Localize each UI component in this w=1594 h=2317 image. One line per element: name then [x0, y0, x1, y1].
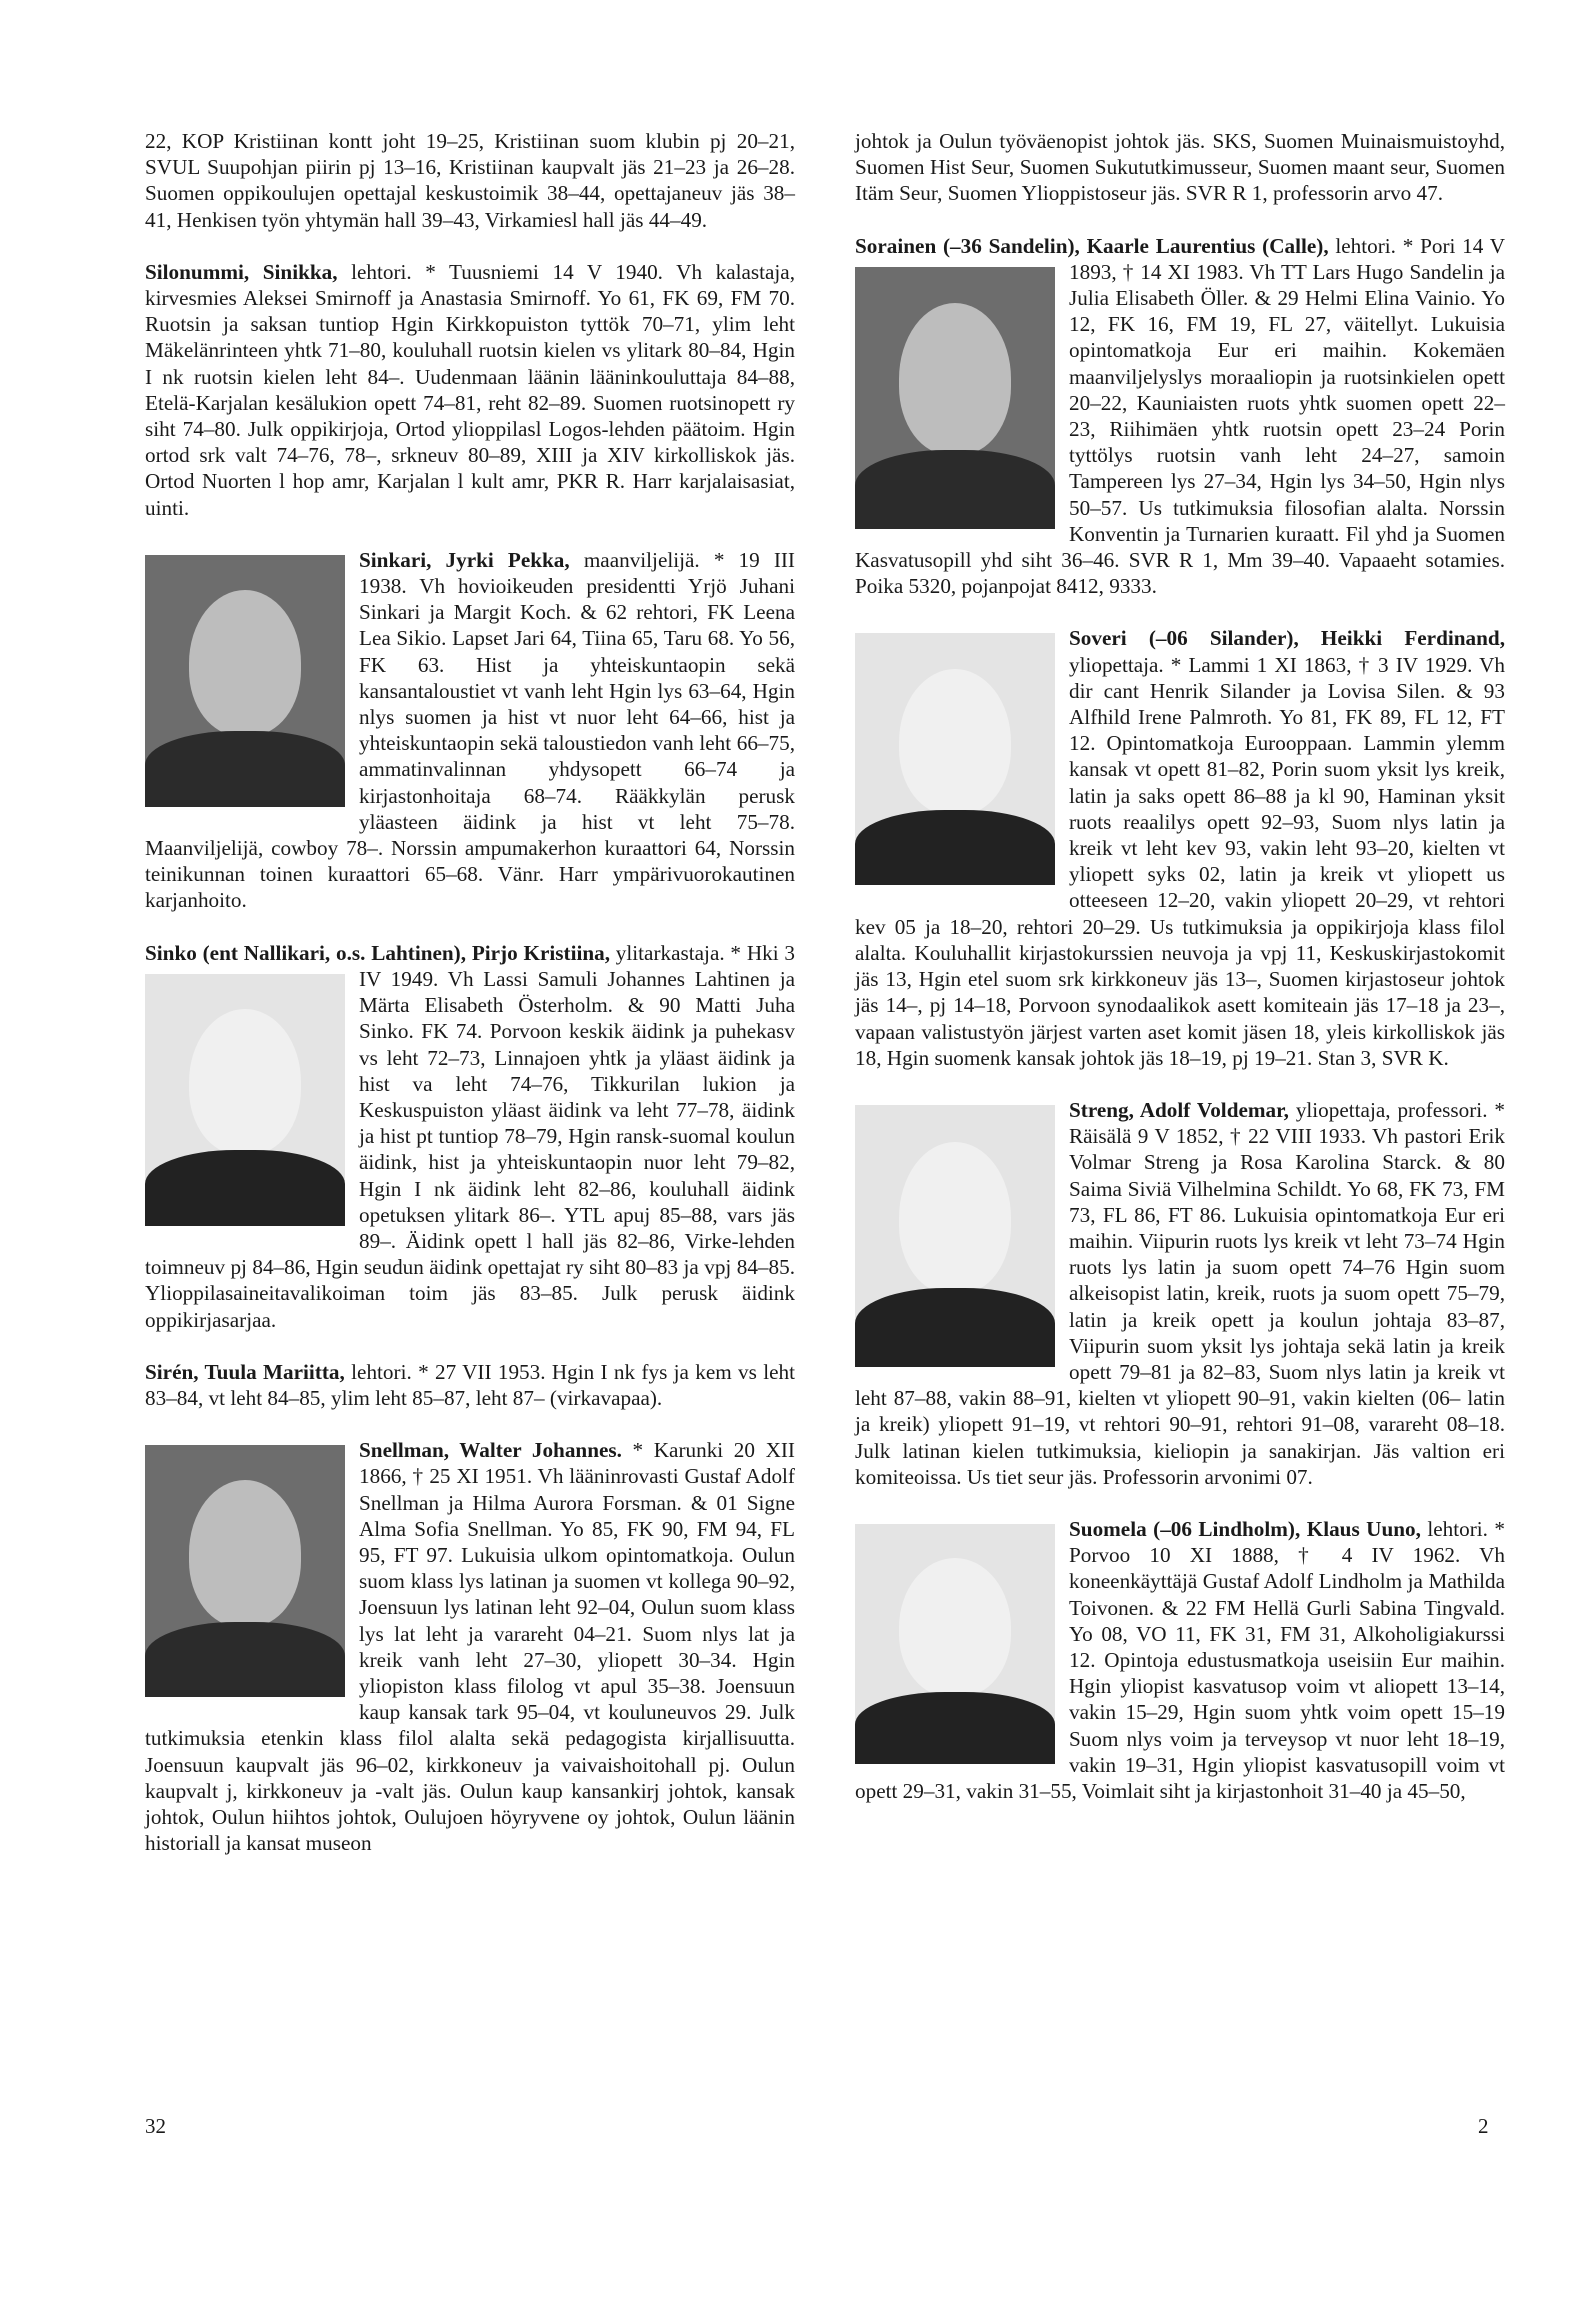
biography-entry	[855, 625, 1505, 1070]
portrait-photo	[855, 633, 1055, 885]
portrait-photo	[145, 555, 345, 807]
person-name: Soveri (–06 Silander), Heikki Ferdinand,	[1069, 626, 1505, 651]
biography-text: lehtori. * Porvoo 10 XI 1888, † 4 IV 1962. Vh koneenkäyttäjä Gustaf Adolf Lindholm ja Mathilda Toivonen. & 22 FM Hellä Gurli Sabina Tingvald. Yo 08, VO 11, FK 31, FM 31, Alkoholigiakurssi 12. Opintoja edustusmatkoja useisiin Eur maihin. Hgin yliopist kasvatusop voim vt aliopett 13–14, vakin 15–29, Hgin suom yhtk voim opett 15–19 Suom nlys voim ja terveysop vt nuor leht 18–19, vakin 19–31, Hgin yliopist kasvatusopill voim vt opett 29–31, vakin 31–55, Voimlait siht ja kirjastonhoit 31–40 ja 45–50,	[855, 1516, 1505, 1803]
biography-entry	[145, 940, 795, 1333]
biography-text: lehtori. * Tuusniemi 14 V 1940. Vh kalastaja, kirvesmies Aleksei Smirnoff ja Anastasia Smirnoff. Yo 61, FK 69, FM 70. Ruotsin ja saksan tuntiop Hgin Kirkkopuiston tyttök 70–71, ylim leht Mäkelänrinteen yhtk 71–80, kouluhall ruotsin kielen vs ylitark 80–84, Hgin I nk ruotsin kielen leht 84–. Uudenmaan läänin lääninkouluttaja 84–88, Etelä-Karjalan kesälukion opett 74–81, reht 82–89. Suomen ruotsinopett ry siht 74–80. Julk oppikirjoja, Ortod ylioppilasl Logos-lehden päätoim. Hgin ortod srk valt 74–76, 78–, srkneuv 80–89, XIII ja XIV kirkolliskok jäs. Ortod Nuorten l hop amr, Karjalan l kult amr, PKR R. Harr karjalaisasiat, uinti.	[145, 259, 796, 520]
biography-text: lehtori. * Pori 14 V 1893, † 14 XI 1983. Vh TT Lars Hugo Sandelin ja Julia Elisabeth Öller. & 29 Helmi Elina Vainio. Yo 12, FK 16, FM 19, FL 27, väitellyt. Lukuisia opintomatkoja Eur eri maihin. Kokemäen maanviljelyslys moraaliopin ja ruotsinkielen opett 20–22, Kauniaisten ruots yhtk suomen opett 22–23, Riihimäen yhtk ruotsin opett 23–24 Porin tyttölys ruotsin vanh leht 24–27, samoin Tampereen lys 27–34, Hgin lys 34–50, Hgin nlys 50–57. Us tutkimuksia filosofian alalta. Norssin Konventin ja Turnarien kuraatt. Fil yhd ja Suomen Kasvatusopill yhd siht 36–46. SVR R 1, Mm 39–40. Vapaaeht sotamies. Poika 5320, pojanpojat 8412, 9333.	[855, 233, 1506, 599]
biography-entry	[855, 1097, 1505, 1490]
right-column	[855, 128, 1505, 1830]
continuation-text: johtok ja Oulun työväenopist johtok jäs. SKS, Suomen Muinaismuistoyhd, Suomen Hist Seur, Suomen Sukututkimusseur, Suomen maant seur, Suomen Itäm Seur, Suomen Ylioppistoseur jäs. SVR R 1, professorin arvo 47.	[855, 129, 1505, 206]
person-name: Sirén, Tuula Mariitta,	[145, 1359, 345, 1384]
portrait-photo	[145, 974, 345, 1226]
portrait-photo	[855, 1105, 1055, 1367]
biography-entry	[855, 233, 1505, 600]
person-name: Sinkari, Jyrki Pekka,	[359, 547, 570, 572]
portrait-photo	[145, 1445, 345, 1697]
biography-text: maanviljelijä. * 19 III 1938. Vh hovioikeuden presidentti Yrjö Juhani Sinkari ja Margit Koch. & 62 rehtori, FK Leena Lea Sikio. Lapset Jari 64, Tiina 65, Taru 68. Yo 56, FK 63. Hist ja yhteiskuntaopin sekä kansantaloustiet vt vanh leht Hgin lys 63–64, Hgin nlys suomen ja hist vt nuor leht 64–66, hist ja yhteiskuntaopin sekä taloustiedon vanh leht 66–75, ammatinvalinnan yhdysopett 66–74 ja kirjastonhoitaja 68–74. Rääkkylän perusk yläasteen äidink ja hist vt leht 75–78. Maanviljelijä, cowboy 78–. Norssin ampumakerhon kuraattori 64, Norssin teinikunnan toinen kuraattori 65–68. Vänr. Harr ympärivuorokautinen karjanhoito.	[145, 547, 795, 913]
person-name: Suomela (–06 Lindholm), Klaus Uuno,	[1069, 1516, 1421, 1541]
person-name: Sinko (ent Nallikari, o.s. Lahtinen), Pirjo Kristiina,	[145, 940, 611, 965]
continuation-text: 22, KOP Kristiinan kontt joht 19–25, Kristiinan suom klubin pj 20–21, SVUL Suupohjan piirin pj 13–16, Kristiinan kaupvalt jäs 21–23 ja 26–28. Suomen oppikoulujen opettajal keskustoimik 38–44, opettajaneuv jäs 38–41, Henkisen työn yhtymän hall 39–43, Virkamiesl hall jäs 44–49.	[145, 129, 795, 232]
biography-text: yliopettaja. * Lammi 1 XI 1863, † 3 IV 1929. Vh dir cant Henrik Silander ja Lovisa Silen. & 93 Alfhild Irene Palmroth. Yo 81, FK 89, FL 12, FT 12. Opintomatkoja Eurooppaan. Lammin ylemm kansak vt opett 81–82, Porin suom yksit lys kreik, latin ja saks opett 86–88 ja kl 90, Haminan yksit ruots reaalilys opett 92–93, Suom nlys latin ja kreik vt leht kev 93, vakin leht 93–20, kielten vt yliopett syks 02, latin ja kreik vt yliopett us otteeseen 12–20, vakin yliopett 20–29, vt rehtori kev 05 ja 18–20, rehtori 20–29. Us tutkimuksia ja oppikirjoja klass filol alalta. Kouluhallit kirjastokurssien neuvoja ja vpj 11, Keskuskirjastokomit jäs 13, Hgin etel suom srk kirkkoneuv jäs 13–, Suomen kirjastoseur johtok jäs 14–, pj 14–18, Porvoon synodaalikok asett komiteain jäs 17–18 ja 23–, vapaan valistustyön järjest varten aset komit jäsen 18, yleis kirkolliskok jäs 18, Hgin suomenk kansak johtok jäs 18–19, pj 19–21. Stan 3, SVR K.	[855, 652, 1505, 1070]
biography-text: yliopettaja, professori. * Räisälä 9 V 1852, † 22 VIII 1933. Vh pastori Erik Volmar Streng ja Rosa Karolina Starck. & 80 Saima Siviä Vilhelmina Schildt. Yo 68, FK 73, FM 73, FL 86, FT 86. Lukuisia opintomatkoja Eur eri maihin. Viipurin ruots lys kreik vt leht 73–74 Hgin ruots lys latin ja suom opett 74–76 Hgin suom alkeisopist latin, kreik, ruots ja suom opett 75–79, latin ja kreik opett ja koulun johtaja 83–87, Viipurin suom yksit lys johtaja sekä latin ja kreik opett 79–81 ja 82–83, Suom nlys latin ja kreik vt leht 87–88, vakin 88–91, kielten vt yliopett 90–91, vakin kielten (06– latin ja kreik) yliopett 91–19, vt rehtori 90–91, rehtori 91–08, varareht 08–18. Julk latinan kielen tutkimuksia, kieliopin ja sanakirjan. Jäs valtion eri komiteoissa. Us tiet seur jäs. Professorin arvonimi 07.	[855, 1097, 1506, 1489]
person-name: Streng, Adolf Voldemar,	[1069, 1097, 1289, 1122]
biography-text: lehtori. * 27 VII 1953. Hgin I nk fys ja kem vs leht 83–84, vt leht 84–85, ylim leht 85–87, leht 87– (virkavapaa).	[145, 1359, 795, 1410]
portrait-photo	[855, 1524, 1055, 1764]
page-number-left: 32	[145, 2114, 166, 2138]
biography-entry	[145, 259, 795, 521]
biography-entry	[145, 547, 795, 914]
biography-entry	[145, 1359, 795, 1411]
portrait-photo	[855, 267, 1055, 529]
person-name: Silonummi, Sinikka,	[145, 259, 338, 284]
left-column	[145, 128, 795, 1882]
biography-entry	[855, 1516, 1505, 1804]
biography-text: * Karunki 20 XII 1866, † 25 XI 1951. Vh lääninrovasti Gustaf Adolf Snellman ja Hilma Aurora Forsman. & 01 Signe Alma Sofia Snellman. Yo 85, FK 90, FM 94, FL 95, FT 97. Lukuisia ulkom opintomatkoja. Oulun suom klass lys latinan ja suomen vt kollega 90–92, Joensuun lys latinan leht 92–04, Oulun suom klass lys lat leht ja varareht 04–21. Suom nlys lat ja kreik vanh leht 27–30, yliopett 30–34. Hgin yliopiston klass filolog vt apul 35–38. Joensuun kaup kansak tark 95–04, vt kouluneuvos 29. Julk tutkimuksia etenkin klass filol alalta sekä pedagogista kirjallisuutta. Joensuun kaupvalt jäs 96–02, kirkkoneuv ja vaivaishoitohall pj. Oulun kaupvalt j, kirkkoneuv ja -valt jäs. Oulun kaup kansankirj johtok, kansak johtok, Oulun hiihtos johtok, Oulujoen höyryvene oy johtok, Oulun läänin historiall ja kansat museon	[145, 1438, 795, 1856]
person-name: Snellman, Walter Johannes.	[359, 1438, 622, 1463]
biography-text: ylitarkastaja. * Hki 3 IV 1949. Vh Lassi Samuli Johannes Lahtinen ja Märta Elisabeth Österholm. & 90 Matti Juha Sinko. FK 74. Porvoon keskik äidink ja puhekasv vs leht 72–73, Linnajoen yhtk ja yläast äidink ja hist va leht 74–76, Tikkurilan lukion ja Keskuspuiston yläast äidink va leht 77–78, äidink ja hist pt tuntiop 78–79, Hgin ransk-suomal koulun äidink, hist ja yhteiskuntaopin nuor leht 79–82, Hgin I nk äidink leht 82–86, kouluhall äidink opetuksen ylitark 86–. YTL apuj 85–88, vars jäs 89–. Äidink opett l hall jäs 82–86, Virke-lehden toimneuv pj 84–86, Hgin seudun äidink opettajat ry siht 80–83 ja vpj 84–85. Ylioppilasaineitavalikoiman toim jäs 83–85. Julk perusk äidink oppikirjasarjaa.	[145, 940, 795, 1332]
biography-entry	[145, 1437, 795, 1856]
person-name: Sorainen (–36 Sandelin), Kaarle Laurentius (Calle),	[855, 233, 1329, 258]
page-number-right: 2	[1478, 2114, 1489, 2138]
